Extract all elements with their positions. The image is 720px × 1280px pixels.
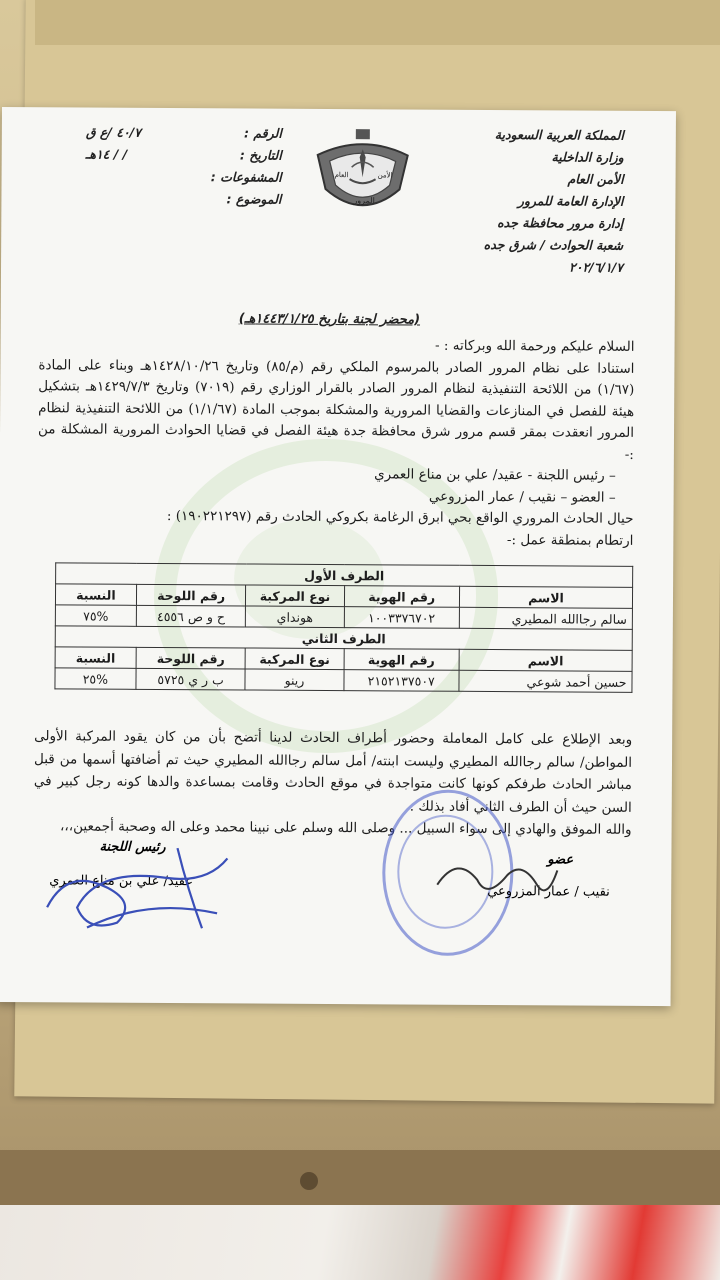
party-id: ٢١٥٢١٣٧٥٠٧ bbox=[343, 670, 459, 692]
page-title: (محضر لجنة بتاريخ ١٤٤٣/١/٢٥هـ) bbox=[238, 311, 421, 328]
attachments-row bbox=[82, 165, 282, 188]
closing-line: والله الموفق والهادي إلى سواء السبيل ... وصلى الله وسلم على نبينا محمد وعلى اله وصحبة أجمعين،،، bbox=[59, 818, 632, 838]
date-label: التاريخ : bbox=[239, 147, 282, 163]
intro-paragraph: استنادا على نظام المرور الصادر بالمرسوم الملكي رقم (م/٨٥) وتاريخ ١٤٢٨/١٠/٢٦هـ وبناء على المادة (١/٦٧) من اللائحة التنفيذية لنظام المرور الصادر بالقرار الوزاري رقم (٧٠١٩) وتاريخ ١٤٢٩/٧/٣هـ بتشكيل هيئة للفصل في المنازعات والقضايا المرورية والمشكلة بموجب المادة (١/١/٦٧) من اللائحة التنفيذية لنظام المرور انعقدت بمقر قسم مرور شرق محافظة جدة هيئة الفصل في قضايا الحوادث المرورية المشكلة من :- bbox=[37, 356, 635, 463]
party-plate: ب ر ي ٥٧٢٥ bbox=[136, 668, 246, 690]
member-name: نقيب / عمار المزروعي bbox=[487, 883, 610, 900]
header-organization bbox=[433, 124, 624, 279]
committee-chair: – رئيس اللجنة - عقيد/ علي بن مناع العمري bbox=[374, 466, 616, 484]
header-line: ٢٠٢/٦/١/٧ bbox=[569, 259, 624, 275]
date-row bbox=[82, 143, 282, 166]
col-id: رقم الهوية bbox=[344, 586, 460, 608]
member-title: عضو bbox=[547, 852, 574, 868]
area-line: ارتطام بمنطقة عمل :- bbox=[506, 531, 634, 549]
party-name: حسين أحمد شوعي bbox=[459, 670, 632, 692]
emblem-left-word: العام bbox=[334, 171, 349, 180]
section-second-party: الطرف الثاني bbox=[55, 626, 632, 651]
emblem-right-word: الأمن bbox=[377, 171, 393, 180]
header-line: المملكة العربية السعودية bbox=[494, 127, 624, 143]
cloth-foreground bbox=[0, 1205, 720, 1280]
header-line: الأمن العام bbox=[567, 171, 624, 187]
header-line: شعبة الحوادث / شرق جده bbox=[483, 236, 624, 253]
header-line: وزارة الداخلية bbox=[551, 149, 624, 165]
party-plate: ح و ص ٤٥٥٦ bbox=[136, 605, 246, 627]
traffic-police-emblem-icon bbox=[307, 127, 418, 222]
table-row bbox=[55, 668, 632, 693]
document-page bbox=[0, 107, 676, 1006]
col-plate: رقم اللوحة bbox=[136, 584, 246, 606]
chair-signature-icon bbox=[27, 827, 248, 938]
folder-flap bbox=[35, 0, 720, 45]
intro-section bbox=[37, 333, 634, 552]
section-first-party: الطرف الأول bbox=[56, 563, 633, 588]
party-vehicle: رينو bbox=[245, 669, 343, 691]
shelf-edge bbox=[0, 1150, 720, 1210]
finding-paragraph: وبعد الإطلاع على كامل المعاملة وحضور أطراف الحادث لدينا أتضح بأن من كان يقود المركبة الأولى المواطن/ سالم رجاالله المطيري وليست ابنته/ أمل سالم رجاالله المطيري حيث تم أضافتها أسمها من قبل مباشر الحادث طرفكم كونها كانت متواجدة في موقع الحادث وقامت بمساعدة والدها كونه رجل كبير في السن حيث أن الطرف الثاني أفاد بذلك . bbox=[33, 728, 633, 816]
col-plate: رقم اللوحة bbox=[136, 647, 246, 669]
ref-row bbox=[82, 121, 282, 144]
col-percent: النسبة bbox=[55, 584, 136, 605]
findings-section bbox=[34, 725, 633, 841]
greeting: السلام عليكم ورحمة الله وبركاته : - bbox=[435, 337, 635, 355]
date-value: / / ١٤هـ bbox=[85, 146, 128, 162]
party-vehicle: هونداي bbox=[246, 606, 344, 628]
header-reference-block bbox=[81, 121, 282, 210]
col-name: الاسم bbox=[459, 586, 632, 608]
party-id: ١٠٠٣٣٧٦٧٠٢ bbox=[344, 607, 460, 629]
party-name: سالم رجاالله المطيري bbox=[459, 607, 632, 629]
col-vehicle: نوع المركبة bbox=[246, 585, 344, 607]
chair-name: عقيد/ علي بن مناع العمري bbox=[49, 873, 194, 890]
committee-member: – العضو – نقيب / عمار المزروعي bbox=[428, 488, 616, 506]
attachments-label: المشفوعات : bbox=[210, 169, 282, 185]
subject-label: الموضوع : bbox=[226, 191, 282, 207]
subject-row bbox=[81, 187, 281, 210]
col-id: رقم الهوية bbox=[344, 649, 460, 671]
col-vehicle: نوع المركبة bbox=[246, 648, 344, 670]
header-line: الإدارة العامة للمرور bbox=[517, 193, 624, 209]
col-percent: النسبة bbox=[55, 647, 136, 668]
chair-title: رئيس اللجنة bbox=[99, 839, 166, 856]
parties-table bbox=[54, 562, 633, 693]
ref-value: ٤٠/٧ /ع ق bbox=[85, 124, 142, 140]
col-name: الاسم bbox=[459, 649, 632, 671]
party-percent: %٧٥ bbox=[55, 605, 136, 626]
accident-line: حيال الحادث المروري الواقع بحي ابرق الرغامة بكروكي الحادث رقم (١٩٠٢٢١٢٩٧) : bbox=[166, 508, 634, 527]
shelf-knob bbox=[300, 1172, 318, 1190]
header-line: إدارة مرور محافظة جده bbox=[497, 215, 624, 231]
member-signature-icon bbox=[427, 845, 567, 916]
emblem-bottom-word: المرور bbox=[353, 196, 375, 206]
party-percent: %٢٥ bbox=[55, 668, 136, 689]
ref-label: الرقم : bbox=[243, 125, 282, 141]
